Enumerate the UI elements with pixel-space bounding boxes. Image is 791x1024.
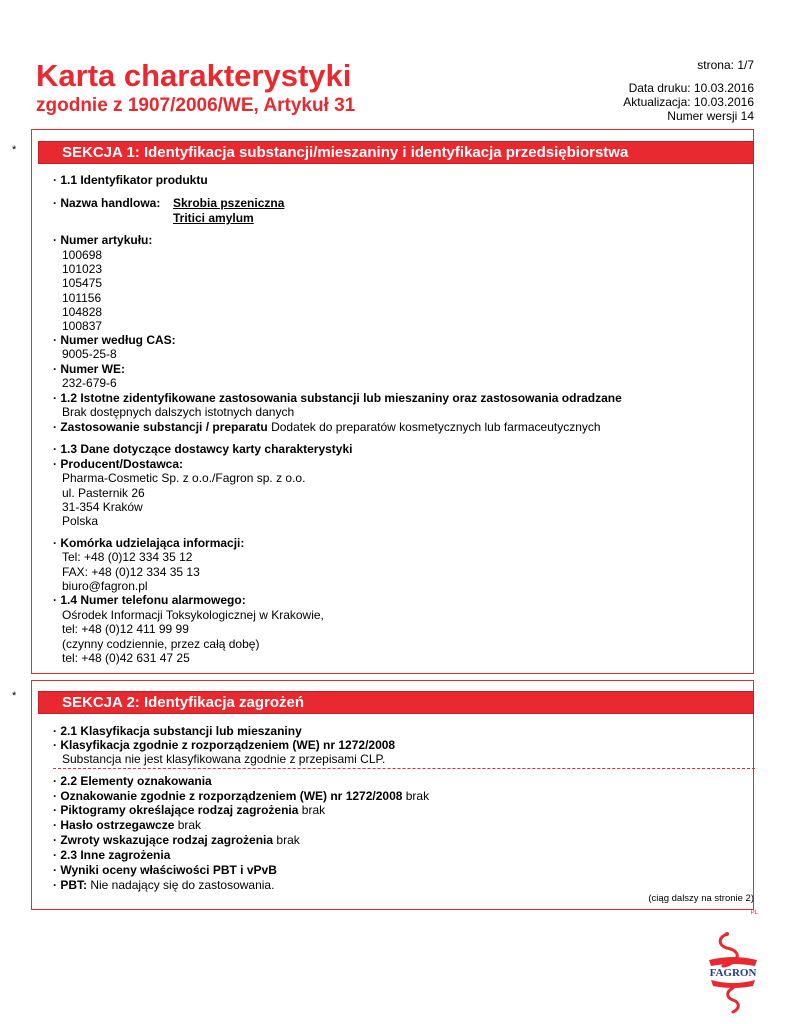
article-number: 101023: [62, 262, 103, 276]
info-line: FAX: +48 (0)12 334 35 13: [62, 565, 200, 579]
article-number: 101156: [62, 291, 102, 305]
emergency-line: Ośrodek Informacji Toksykologicznej w Krakowie,: [62, 608, 324, 622]
cas-number: 9005-25-8: [62, 347, 117, 361]
trade-name-1: Skrobia pszeniczna: [173, 196, 285, 210]
emergency-line: tel: +48 (0)42 631 47 25: [62, 651, 190, 665]
emergency-line: tel: +48 (0)12 411 99 99: [62, 622, 189, 636]
section2-heading: SEKCJA 2: Identyfikacja zagrożeń: [38, 691, 754, 714]
section1-heading: SEKCJA 1: Identyfikacja substancji/mieszaniny i identyfikacja przedsiębiorstwa: [38, 141, 754, 164]
article-number: 100698: [62, 248, 103, 262]
article-number: 105475: [62, 276, 103, 290]
revision-marker: *: [12, 144, 17, 156]
continued-note: (ciąg dalszy na stronie 2): [648, 893, 754, 904]
labelling-value: brak: [402, 789, 430, 803]
pbt-results-label: · Wyniki oceny właściwości PBT i vPvB: [53, 863, 277, 877]
info-line: Tel: +48 (0)12 334 35 12: [62, 550, 193, 564]
producer-line: ul. Pasternik 26: [62, 486, 145, 500]
pictograms-row: [53, 803, 325, 817]
signal-word-label: · Hasło ostrzegawcze: [53, 818, 175, 832]
we-number: 232-679-6: [62, 376, 117, 390]
cas-label: · Numer według CAS:: [53, 333, 176, 347]
info-label: · Komórka udzielająca informacji:: [53, 536, 245, 550]
pbt-label: · PBT:: [53, 878, 87, 892]
logo-text: FAGRON: [709, 967, 757, 979]
footer-divider: [31, 909, 754, 910]
subsection-2-2: · 2.2 Elementy oznakowania: [53, 774, 212, 788]
labelling-label: · Oznakowanie zgodnie z rozporządzeniem (WE) nr 1272/2008: [53, 789, 403, 803]
labelling-row: [53, 789, 429, 803]
producer-line: 31-354 Kraków: [62, 500, 143, 514]
update-date: Aktualizacja: 10.03.2016: [623, 95, 754, 109]
use-text: Dodatek do preparatów kosmetycznych lub farmaceutycznych: [271, 420, 601, 434]
fagron-logo: [703, 930, 763, 1014]
producer-line: Polska: [62, 514, 99, 528]
subsection-1-2: · 1.2 Istotne zidentyfikowane zastosowania substancji lub mieszaniny oraz zastosowania odradzane: [53, 391, 622, 405]
hazard-statements-label: · Zwroty wskazujące rodzaj zagrożenia: [53, 833, 274, 847]
pbt-row: [53, 878, 274, 892]
emergency-line: (czynny codziennie, przez całą dobę): [62, 637, 260, 651]
producer-label: · Producent/Dostawca:: [53, 457, 184, 471]
pbt-value: Nie nadający się do zastosowania.: [87, 878, 275, 892]
subsection-1-3: · 1.3 Dane dotyczące dostawcy karty charakterystyki: [53, 442, 353, 456]
version-number: Numer wersji 14: [667, 109, 754, 123]
revision-marker: *: [12, 690, 17, 702]
info-line: biuro@fagron.pl: [62, 579, 148, 593]
article-number-label: · Numer artykułu:: [53, 233, 153, 247]
print-date: Data druku: 10.03.2016: [628, 81, 754, 95]
subsection-1-1: · 1.1 Identyfikator produktu: [53, 173, 208, 187]
document-subtitle: zgodnie z 1907/2006/WE, Artykuł 31: [36, 95, 356, 116]
subsection-2-1: · 2.1 Klasyfikacja substancji lub mieszaniny: [53, 724, 302, 738]
page-number: strona: 1/7: [697, 58, 754, 72]
classification-text: Substancja nie jest klasyfikowana zgodnie z przepisami CLP.: [62, 752, 386, 766]
article-number: 100837: [62, 319, 103, 333]
language-code: PL: [750, 910, 758, 916]
pictograms-value: brak: [298, 803, 326, 817]
producer-line: Pharma-Cosmetic Sp. z o.o./Fagron sp. z o.o.: [62, 471, 306, 485]
subsection-1-2-text: Brak dostępnych dalszych istotnych danych: [62, 405, 295, 419]
classification-label: · Klasyfikacja zgodnie z rozporządzeniem (WE) nr 1272/2008: [53, 738, 396, 752]
we-label: · Numer WE:: [53, 362, 125, 376]
signal-word-value: brak: [174, 818, 202, 832]
subsection-1-4: · 1.4 Numer telefonu alarmowego:: [53, 593, 246, 607]
document-title: Karta charakterystyki: [36, 58, 352, 93]
pictograms-label: · Piktogramy określające rodzaj zagrożenia: [53, 803, 299, 817]
use-label: · Zastosowanie substancji / preparatu: [53, 420, 268, 434]
use-row: [53, 420, 601, 434]
article-number: 104828: [62, 305, 103, 319]
signal-word-row: [53, 818, 201, 832]
hazard-statements-row: [53, 833, 300, 847]
trade-name-label: · Nazwa handlowa:: [53, 196, 161, 210]
subsection-2-3: · 2.3 Inne zagrożenia: [53, 848, 171, 862]
trade-name-2: Tritici amylum: [173, 211, 254, 225]
dashed-divider: [53, 768, 755, 769]
hazard-statements-value: brak: [273, 833, 300, 847]
